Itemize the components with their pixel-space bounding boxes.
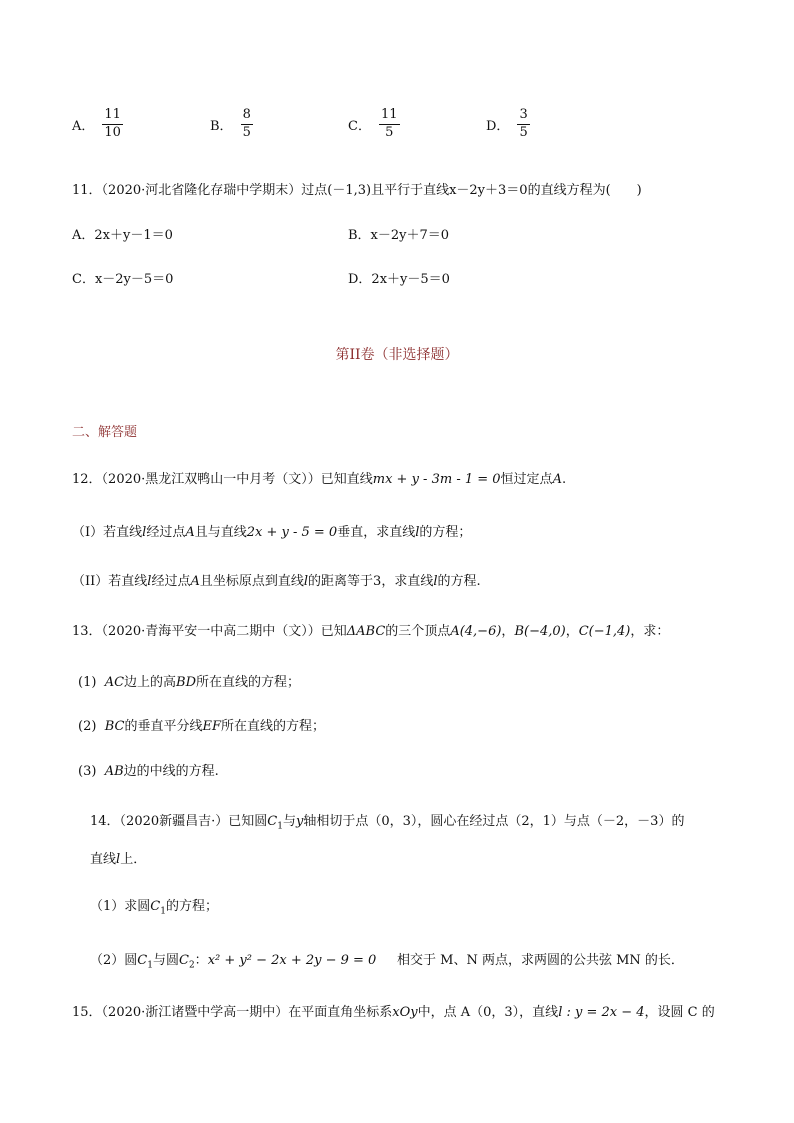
fraction: $\frac{11}{5}$	[380, 107, 398, 140]
q14-part-2: （2）圆$C_1$与圆$C_2$：x² + y² − 2x + 2y − 9 = 0 相交于 M、N 两点，求两圆的公共弦 MN 的长．	[90, 953, 684, 971]
fraction: $\frac{3}{5}$	[519, 107, 528, 140]
q14-part-1: （1）求圆$C_1$的方程；	[90, 899, 218, 917]
q10-option-c: C． $\frac{11}{5}$	[348, 107, 398, 140]
q11-option-c: C．x－2y－5＝0	[72, 272, 174, 287]
q15-stem: 15．（2020·浙江诸暨中学高一期中）在平面直角坐标系xOy中，点 A（0，3），直线l : y = 2x − 4，设圆 C 的	[72, 1005, 715, 1020]
q13-stem: 13．（2020·青海平安一中高二期中（文））已知ΔABC的三个顶点A(4,−6)，B(−4,0)，C(−1,4)，求：	[72, 624, 670, 639]
q10-option-d: D． $\frac{3}{5}$	[486, 107, 528, 140]
q13-part-1: (1) AC边上的高BD所在直线的方程；	[78, 675, 301, 690]
part2-title: 第II卷（非选择题）	[335, 347, 459, 363]
q14-stem-line-1: 14．（2020新疆昌吉·）已知圆$C_1$与y轴相切于点（0，3），圆心在经过点（2，1）与点（－2，－3）的	[90, 814, 685, 832]
q14-stem-line-2: 直线l上．	[90, 852, 147, 867]
q11-stem: 11．（2020·河北省隆化存瑞中学期末）过点(－1,3)且平行于直线x－2y＋3＝0的直线方程为( )	[72, 183, 642, 198]
q11-option-b: B．x－2y＋7＝0	[348, 228, 450, 243]
q11-option-d: D．2x＋y－5＝0	[348, 272, 450, 287]
q10-option-a: A． $\frac{11}{10}$	[72, 107, 121, 140]
q13-part-2: (2) BC的垂直平分线EF所在直线的方程；	[78, 719, 325, 734]
q11-option-a: A．2x＋y－1＝0	[72, 228, 173, 243]
q13-part-3: (3) AB边的中线的方程.	[78, 764, 219, 779]
q12-part-2: （II）若直线l经过点A且坐标原点到直线l的距离等于3，求直线l的方程.	[72, 574, 481, 589]
q12-stem: 12．（2020·黑龙江双鸭山一中月考（文））已知直线mx + y - 3m - 1 = 0恒过定点A.	[72, 472, 567, 487]
section-heading: 二、解答题	[72, 425, 138, 440]
fraction: $\frac{8}{5}$	[242, 107, 251, 140]
fraction: $\frac{11}{10}$	[104, 107, 121, 140]
q12-part-1: （I）若直线l经过点A且与直线2x + y - 5 = 0垂直，求直线l的方程；	[72, 525, 472, 540]
q10-option-b: B． $\frac{8}{5}$	[210, 107, 251, 140]
